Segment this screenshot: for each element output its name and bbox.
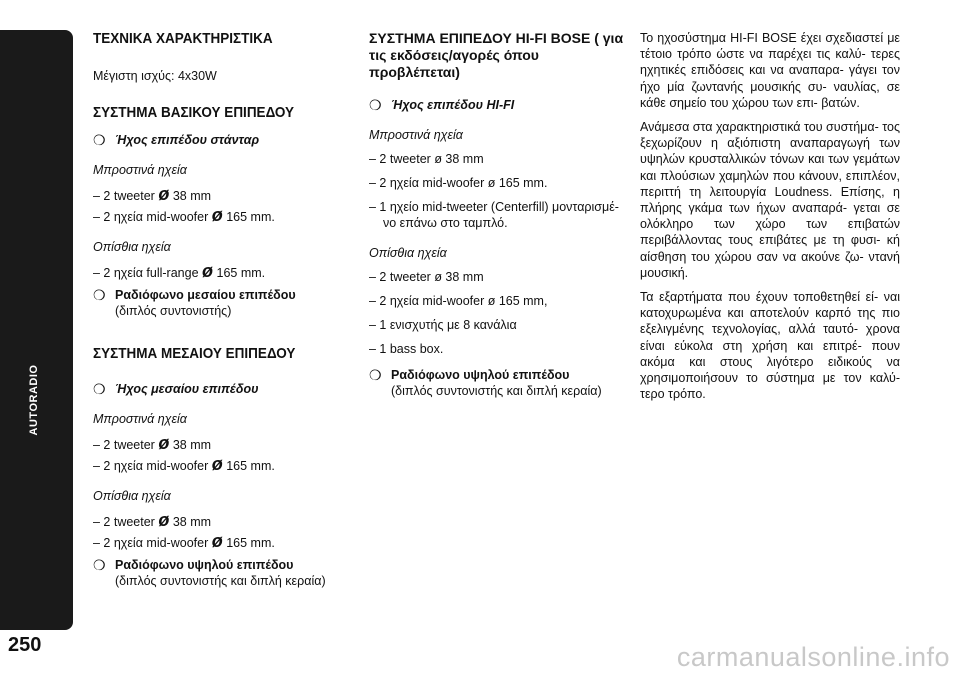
mid-radio-bullet <box>93 557 353 589</box>
hifi-system-heading: ΣΥΣΤΗΜΑ ΕΠΙΠΕΔΟΥ HI-FI BOSE ( για τις εκδόσεις/αγορές όπου προβλέπεται) <box>369 30 624 80</box>
diameter-icon: ø <box>158 510 170 530</box>
bullet-icon: ❍ <box>93 557 106 573</box>
column-1 <box>93 30 353 599</box>
bullet-title: Ήχος επιπέδου HI-FI <box>391 98 515 112</box>
spec-item: – 1 ηχείο mid-tweeter (Centerfill) μονταρισμέ- νο επάνω στο ταμπλό. <box>369 200 619 230</box>
diameter-icon: ø <box>158 184 170 204</box>
bullet-icon: ❍ <box>369 97 382 113</box>
bullet-subtitle: (διπλός συντονιστής και διπλή κεραία) <box>115 574 326 588</box>
basic-radio-bullet <box>93 287 353 319</box>
spec-item: – 1 ενισχυτής με 8 κανάλια <box>369 318 517 332</box>
bullet-icon: ❍ <box>93 381 106 397</box>
column-3 <box>640 30 900 410</box>
max-power-text: Μέγιστη ισχύς: 4x30W <box>93 69 217 83</box>
bullet-title: Ραδιόφωνο υψηλού επιπέδου <box>115 558 294 572</box>
spec-item: – 2 tweeter ø 38 mm <box>369 270 484 284</box>
bullet-icon: ❍ <box>93 132 106 148</box>
diameter-icon: ø <box>211 531 223 551</box>
bullet-icon: ❍ <box>369 367 382 383</box>
column-2 <box>369 30 624 409</box>
rear-speakers-label: Οπίσθια ηχεία <box>93 489 171 503</box>
mid-sound-bullet <box>93 381 353 397</box>
spec-item: – 2 tweeter ø 38 mm <box>369 152 484 166</box>
diameter-icon: ø <box>211 454 223 474</box>
rear-speakers-label: Οπίσθια ηχεία <box>93 240 171 254</box>
section-sidebar <box>0 30 73 630</box>
spec-item: – 2 tweeter ø 38 mm <box>93 510 212 530</box>
mid-system-heading: ΣΥΣΤΗΜΑ ΜΕΣΑΙΟΥ ΕΠΙΠΕΔΟΥ <box>93 345 296 362</box>
spec-item: – 2 ηχεία mid-woofer ø 165 mm. <box>93 531 275 551</box>
spec-item: – 2 tweeter ø 38 mm <box>93 433 212 453</box>
bullet-title: Ραδιόφωνο υψηλού επιπέδου <box>391 368 570 382</box>
rear-speakers-label: Οπίσθια ηχεία <box>369 246 447 260</box>
bullet-subtitle: (διπλός συντονιστής και διπλή κεραία) <box>391 384 602 398</box>
body-paragraph: Το ηχοσύστημα HI-FI BOSE έχει σχεδιαστεί με τέτοιο τρόπο ώστε να παρέχει τις καλύ- τερες ηχητικές επιδόσεις και να αναπαρα- γάγει τον ήχο μία ζωντανής μουσικής συ- ναυλίας, σε κάθε σημείο του χώρου των επι- βατών. <box>640 31 900 110</box>
bullet-title: Ήχος μεσαίου επιπέδου <box>115 382 259 396</box>
spec-item: – 2 ηχεία full-range ø 165 mm. <box>93 261 266 281</box>
bullet-title: Ραδιόφωνο μεσαίου επιπέδου <box>115 288 296 302</box>
spec-item: – 2 ηχεία mid-woofer ø 165 mm, <box>369 294 548 308</box>
basic-sound-bullet <box>93 132 353 148</box>
spec-item: – 2 ηχεία mid-woofer ø 165 mm. <box>369 176 548 190</box>
diameter-icon: ø <box>202 261 214 281</box>
section-label: AUTORADIO <box>28 364 40 436</box>
page-number: 250 <box>8 634 42 656</box>
spec-item: – 2 ηχεία mid-woofer ø 165 mm. <box>93 454 275 474</box>
bullet-title: Ήχος επιπέδου στάνταρ <box>115 133 260 147</box>
technical-specs-heading: ΤΕΧΝΙΚΑ ΧΑΡΑΚΤΗΡΙΣΤΙΚΑ <box>93 30 273 47</box>
bullet-icon: ❍ <box>93 287 106 303</box>
hifi-sound-bullet <box>369 97 624 113</box>
watermark: carmanualsonline.info <box>676 642 950 672</box>
spec-item: – 2 ηχεία mid-woofer ø 165 mm. <box>93 205 275 225</box>
bullet-subtitle: (διπλός συντονιστής) <box>115 304 232 318</box>
spec-item: – 1 bass box. <box>369 342 444 356</box>
basic-system-heading: ΣΥΣΤΗΜΑ ΒΑΣΙΚΟΥ ΕΠΙΠΕΔΟΥ <box>93 104 295 121</box>
front-speakers-label: Μπροστινά ηχεία <box>93 163 187 177</box>
front-speakers-label: Μπροστινά ηχεία <box>93 412 187 426</box>
hifi-radio-bullet <box>369 367 624 399</box>
diameter-icon: ø <box>211 205 223 225</box>
body-paragraph: Τα εξαρτήματα που έχουν τοποθετηθεί εί- ναι κατοχυρωμένα και αποτελούν καρπό της πιο εξελιγμένης τεχνολογίας, αλλά ταυτό- χρονα είναι εύκολα στη χρήση και επιτρέ- πουν ακόμα και στους λιγότερο ειδικούς να χρησιμοποιήσουν το σύστημα με τον καλύ- τερο τρόπο. <box>640 290 900 402</box>
front-speakers-label: Μπροστινά ηχεία <box>369 128 463 142</box>
spec-item: – 2 tweeter ø 38 mm <box>93 184 212 204</box>
diameter-icon: ø <box>158 433 170 453</box>
body-paragraph: Ανάμεσα στα χαρακτηριστικά του συστήμα- τος ξεχωρίζουν η αξιόπιστη αναπαραγωγή των υψηλών κρυσταλλικών τόνων και των γεμάτων και πλούσιων χαμηλών που κάνουν, επιπλέον, περιττή τη λειτουργία Loudness. Επίσης, η πλήρης γκάμα των ήχων αναπαρά- γεται σε ολόκληρο των χώρο των επιβατών περιβάλλοντας τους επιβάτες με τη φυσι- κή αίσθηση του χώρου σαν να ακούνε ζω- ντανή μουσική. <box>640 120 900 280</box>
